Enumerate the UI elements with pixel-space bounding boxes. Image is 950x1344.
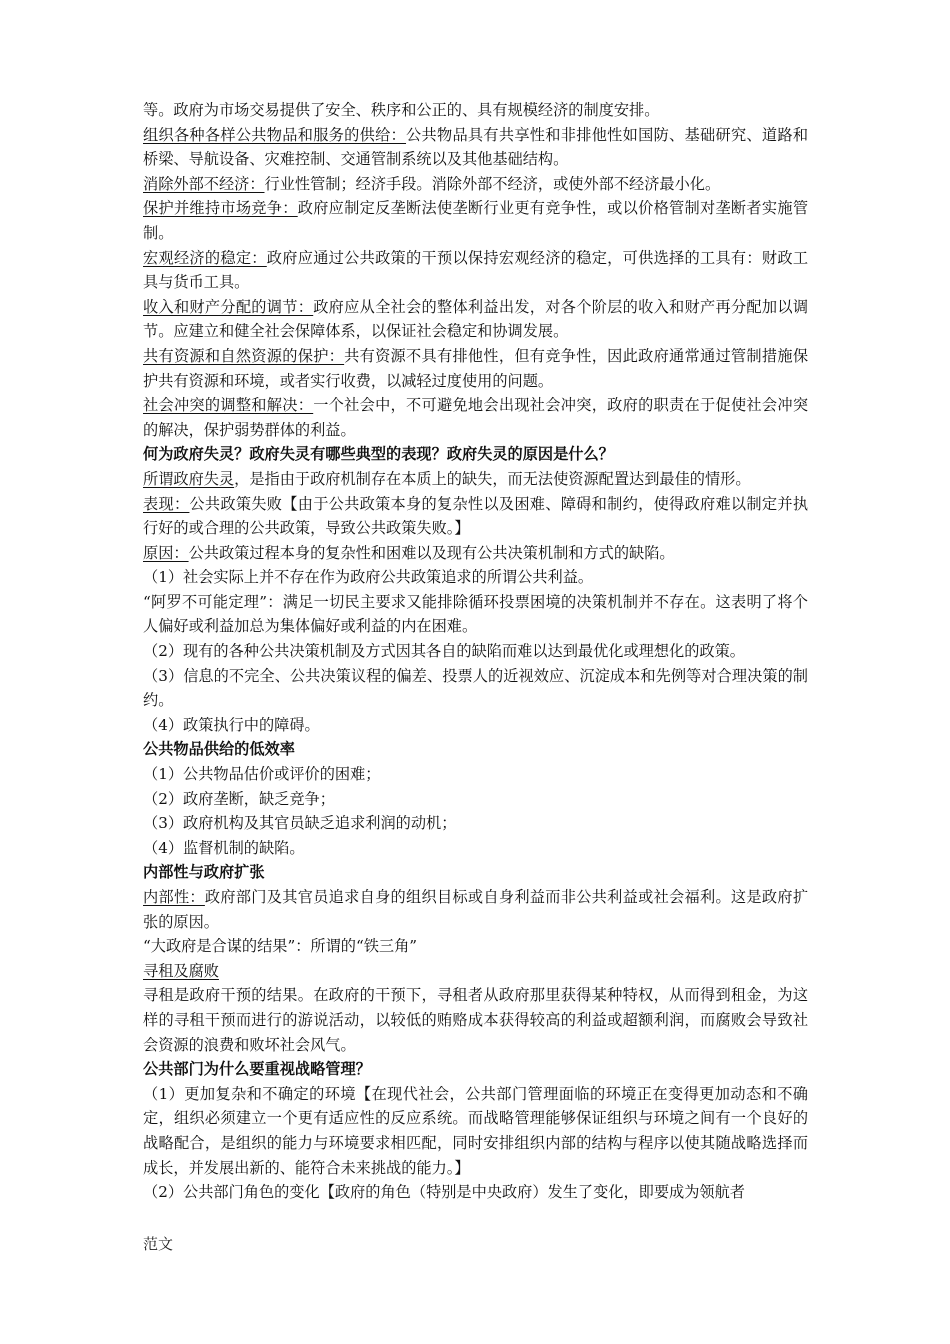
paragraph — [143, 492, 808, 541]
paragraph — [143, 246, 808, 295]
list-item: （3）政府机构及其官员缺乏追求利润的动机； — [143, 814, 457, 833]
paragraph — [143, 467, 808, 492]
paragraph-text: 公共政策失败【由于公共政策本身的复杂性以及困难、障碍和制约，使得政府难以制定并执行好的或合理的公共政策，导致公共政策失败。】 — [143, 494, 809, 538]
subheading-underlined: 寻租及腐败 — [143, 961, 219, 980]
paragraph — [143, 393, 808, 442]
list-item: （3）信息的不完全、公共决策议程的偏差、投票人的近视效应、沉淀成本和先例等对合理决策的制约。 — [143, 666, 808, 710]
underlined-term: 共有资源和自然资源的保护： — [143, 346, 345, 365]
paragraph — [143, 172, 808, 197]
paragraph — [143, 295, 808, 344]
list-item: （4）政策执行中的障碍。 — [143, 715, 320, 734]
paragraph-text: 政府部门及其官员追求自身的组织目标或自身利益而非公共利益或社会福利。这是政府扩张的原因。 — [143, 888, 809, 931]
paragraph — [143, 196, 808, 245]
underlined-term: 内部性： — [143, 888, 205, 906]
section-heading: 公共部门为什么要重视战略管理？ — [143, 1060, 371, 1079]
paragraph-text: 公共物品具有共享性和非排他性如国防、基础研究、道路和桥梁、导航设备、灾难控制、交通管制系统以及其他基础结构。 — [143, 125, 809, 169]
paragraph — [143, 123, 808, 172]
paragraph-text: 行业性管制；经济手段。消除外部不经济，或使外部不经济最小化。 — [264, 174, 721, 193]
paragraph: 寻租是政府干预的结果。在政府的干预下，寻租者从政府那里获得某种特权，从而得到租金，为这样的寻租干预而进行的游说活动，以较低的贿赂成本获得较高的利益或超额利润，而腐败会导致社会资源的浪费和败坏社会风气。 — [143, 986, 808, 1054]
paragraph — [143, 344, 808, 393]
section-heading: 内部性与政府扩张 — [143, 863, 265, 882]
paragraph-text: 共有资源不具有排他性，但有竞争性，因此政府通常通过管制措施保护共有资源和环境，或者实行收费，以减轻过度使用的问题。 — [143, 346, 809, 390]
paragraph-text: 政府应从全社会的整体利益出发，对各个阶层的收入和财产再分配加以调节。应建立和健全社会保障体系，以保证社会稳定和协调发展。 — [143, 297, 809, 341]
paragraph: “大政府是合谋的结果”：所谓的“铁三角” — [143, 937, 418, 956]
section-heading: 公共物品供给的低效率 — [143, 740, 295, 759]
list-item: （2）现有的各种公共决策机制及方式因其各自的缺陷而难以达到最优化或理想化的政策。 — [143, 642, 745, 661]
underlined-term: 消除外部不经济： — [143, 174, 265, 193]
paragraph-text: 政府应通过公共政策的干预以保持宏观经济的稳定，可供选择的工具有：财政工具与货币工具。 — [143, 248, 809, 292]
paragraph — [143, 885, 808, 934]
list-item: （1）更加复杂和不确定的环境【在现代社会，公共部门管理面临的环境正在变得更加动态和不确定，组织必须建立一个更有适应性的反应系统。而战略管理能够保证组织与环境之间有一个良好的战略配合，是组织的能力与环境要求相匹配，同时安排组织内部的结构与程序以使其随战略选择而成长，并发展出新的、能符合未来挑战的能力。】 — [143, 1084, 808, 1177]
list-item: （2）公共部门角色的变化【政府的角色（特别是中央政府）发生了变化，即要成为领航者 — [143, 1183, 745, 1202]
paragraph-text: ，是指由于政府机制存在本质上的缺失，而无法使资源配置达到最佳的情形。 — [234, 469, 751, 488]
paragraph-text: 一个社会中，不可避免地会出现社会冲突，政府的职责在于促使社会冲突的解决，保护弱势群体的利益。 — [143, 396, 809, 439]
list-item: （1）社会实际上并不存在作为政府公共政策追求的所谓公共利益。 — [143, 568, 594, 587]
underlined-term: 表现： — [143, 494, 190, 513]
list-item: （4）监督机制的缺陷。 — [143, 838, 305, 857]
paragraph: 等。政府为市场交易提供了安全、秩序和公正的、具有规模经济的制度安排。 — [143, 101, 660, 119]
underlined-term: 所谓政府失灵 — [143, 469, 235, 488]
paragraph-text: 政府应制定反垄断法使垄断行业更有竞争性，或以价格管制对垄断者实施管制。 — [143, 199, 809, 242]
underlined-term: 宏观经济的稳定： — [143, 248, 267, 267]
underlined-term: 收入和财产分配的调节： — [143, 297, 314, 316]
paragraph-text: 公共政策过程本身的复杂性和困难以及现有公共决策机制和方式的缺陷。 — [188, 543, 675, 562]
underlined-term: 社会冲突的调整和解决： — [143, 396, 314, 415]
list-item: （1）公共物品估价或评价的困难； — [143, 765, 381, 784]
document-body — [143, 98, 808, 1205]
list-item: （2）政府垄断，缺乏竞争； — [143, 789, 335, 808]
page-footer: 范文 — [143, 1235, 174, 1253]
underlined-term: 原因： — [143, 543, 189, 562]
underlined-term: 保护并维持市场竞争： — [143, 199, 298, 218]
paragraph — [143, 541, 808, 566]
section-heading: 何为政府失灵？政府失灵有哪些典型的表现？政府失灵的原因是什么？ — [143, 445, 614, 464]
underlined-term: 组织各种各样公共物品和服务的供给： — [143, 125, 407, 144]
paragraph: “阿罗不可能定理”：满足一切民主要求又能排除循环投票困境的决策机制并不存在。这表明了将个人偏好或利益加总为集体偏好或利益的内在困难。 — [143, 592, 808, 636]
